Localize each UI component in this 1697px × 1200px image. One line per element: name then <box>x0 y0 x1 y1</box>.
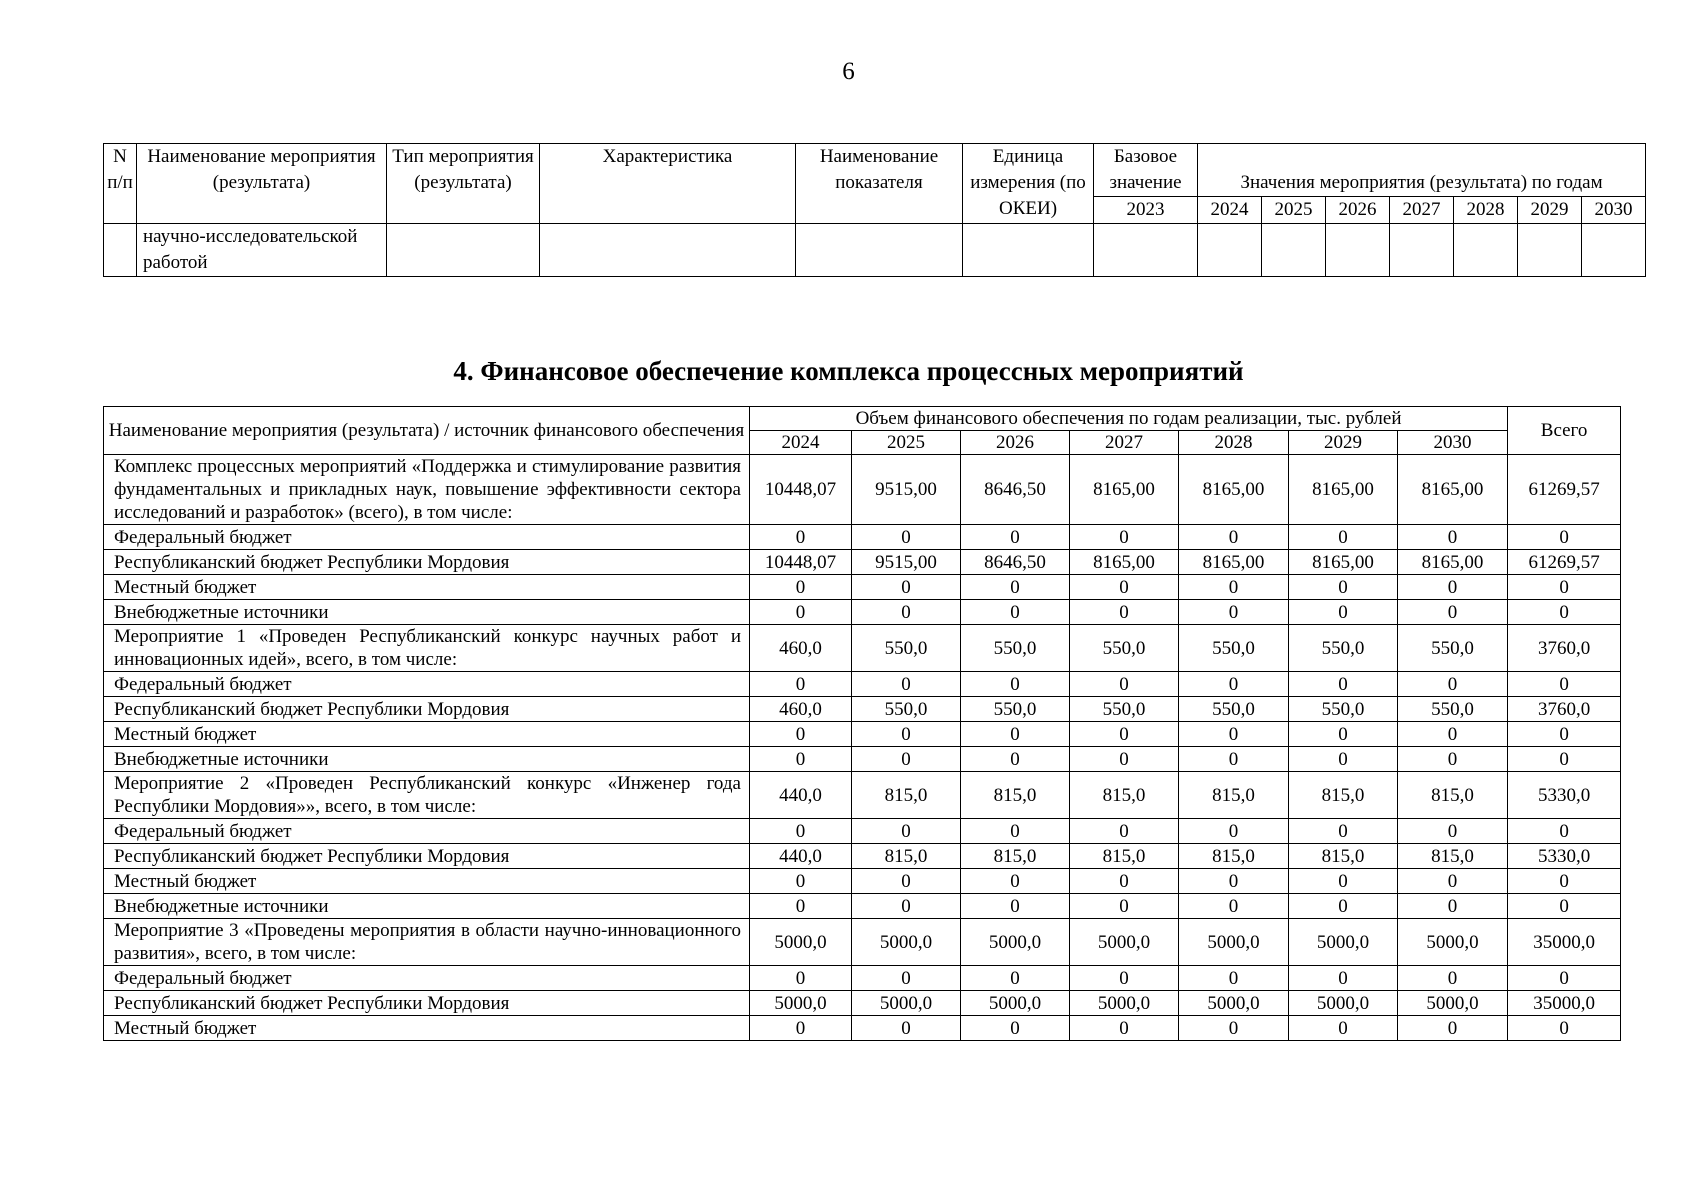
row-source-name: Республиканский бюджет Республики Мордовия <box>104 550 750 575</box>
header-year: 2024 <box>750 431 852 455</box>
row-year-value: 0 <box>1070 869 1179 894</box>
row-year-value: 0 <box>852 525 961 550</box>
row-year-value: 0 <box>1179 525 1289 550</box>
row-year-value: 0 <box>961 894 1070 919</box>
row-year-value: 550,0 <box>1289 697 1398 722</box>
table-row <box>104 722 1621 747</box>
table-row <box>104 697 1621 722</box>
row-year-value: 8165,00 <box>1398 550 1508 575</box>
header-year: 2030 <box>1582 197 1646 224</box>
row-year-value: 8165,00 <box>1179 455 1289 525</box>
row-total-value: 61269,57 <box>1508 550 1621 575</box>
row-year-value: 0 <box>1070 747 1179 772</box>
row-year-value: 0 <box>1179 1016 1289 1041</box>
row-year-value: 0 <box>1289 869 1398 894</box>
row-year-value: 0 <box>1398 894 1508 919</box>
table-row <box>104 1016 1621 1041</box>
row-total-value: 0 <box>1508 600 1621 625</box>
indicators-table-continuation <box>103 143 1646 277</box>
row-source-name: Местный бюджет <box>104 869 750 894</box>
row-source-name: Федеральный бюджет <box>104 525 750 550</box>
row-year-value: 8646,50 <box>961 455 1070 525</box>
row-total-value: 5330,0 <box>1508 772 1621 819</box>
header-base-value: Базовое значение <box>1094 144 1198 197</box>
table-row <box>104 672 1621 697</box>
header-year: 2026 <box>961 431 1070 455</box>
row-year-value: 550,0 <box>1070 625 1179 672</box>
row-source-name: Внебюджетные источники <box>104 894 750 919</box>
row-source-name: Внебюджетные источники <box>104 747 750 772</box>
row-year-value: 550,0 <box>1398 625 1508 672</box>
row-year-value: 0 <box>1179 894 1289 919</box>
row-year-value: 10448,07 <box>750 550 852 575</box>
row-year-value: 0 <box>852 672 961 697</box>
row-source-name: Мероприятие 1 «Проведен Республиканский конкурс научных работ и инновационных идей», всего, в том числе: <box>104 625 750 672</box>
table-row <box>104 455 1621 525</box>
section-title: 4. Финансовое обеспечение комплекса процессных мероприятий <box>453 356 1244 386</box>
row-total-value: 0 <box>1508 672 1621 697</box>
row-year-value: 9515,00 <box>852 455 961 525</box>
row-year-value: 0 <box>1289 600 1398 625</box>
row-year-value: 0 <box>1398 672 1508 697</box>
header-event-type: Тип мероприятия (результата) <box>387 144 540 224</box>
header-year: 2025 <box>852 431 961 455</box>
row-year-value: 550,0 <box>1179 697 1289 722</box>
row-total-value: 0 <box>1508 894 1621 919</box>
row-year-value: 0 <box>1398 722 1508 747</box>
row-year-value: 550,0 <box>961 625 1070 672</box>
page-number: 6 <box>842 58 855 85</box>
row-year-value: 0 <box>852 600 961 625</box>
header-year: 2024 <box>1198 197 1262 224</box>
header-year: 2029 <box>1518 197 1582 224</box>
row-year-value: 0 <box>1398 747 1508 772</box>
row-year-value: 550,0 <box>1398 697 1508 722</box>
row-year-value: 460,0 <box>750 625 852 672</box>
row-year-value: 0 <box>1070 966 1179 991</box>
header-base-year: 2023 <box>1094 197 1198 224</box>
row-total-value: 0 <box>1508 966 1621 991</box>
row-year-value: 5000,0 <box>852 991 961 1016</box>
row-year-value: 5000,0 <box>961 991 1070 1016</box>
row-year-value: 440,0 <box>750 844 852 869</box>
header-indicator-name: Наименование показателя <box>796 144 963 224</box>
header-characteristic: Характеристика <box>540 144 796 224</box>
row-year-value: 550,0 <box>1070 697 1179 722</box>
row-year-value: 5000,0 <box>1070 919 1179 966</box>
row-year-value: 0 <box>1289 894 1398 919</box>
row-year-value: 460,0 <box>750 697 852 722</box>
row-year-value: 815,0 <box>1398 844 1508 869</box>
row-total-value: 35000,0 <box>1508 919 1621 966</box>
table-row <box>104 550 1621 575</box>
row-year-value: 550,0 <box>852 697 961 722</box>
row-year-value: 0 <box>750 600 852 625</box>
row-year-value: 0 <box>852 722 961 747</box>
row-source-name: Местный бюджет <box>104 722 750 747</box>
row-year-value: 815,0 <box>961 844 1070 869</box>
row-year-value: 0 <box>961 600 1070 625</box>
row-year-value: 0 <box>1179 819 1289 844</box>
row-year-value: 0 <box>1070 894 1179 919</box>
row-year-value: 0 <box>961 819 1070 844</box>
row-year-value: 0 <box>750 575 852 600</box>
financing-table <box>103 406 1621 1041</box>
row-year-value: 0 <box>750 869 852 894</box>
row-total-value: 0 <box>1508 525 1621 550</box>
row-year-value: 0 <box>1289 966 1398 991</box>
row-year-value: 5000,0 <box>750 919 852 966</box>
row-year-value: 0 <box>961 747 1070 772</box>
row-total-value: 3760,0 <box>1508 625 1621 672</box>
row-year-value: 0 <box>961 672 1070 697</box>
table-row <box>104 772 1621 819</box>
row-year-value: 0 <box>852 1016 961 1041</box>
table-row <box>104 966 1621 991</box>
table-row <box>104 991 1621 1016</box>
header-year: 2028 <box>1179 431 1289 455</box>
row-year-value: 5000,0 <box>1398 991 1508 1016</box>
header-year: 2028 <box>1454 197 1518 224</box>
row-year-value: 5000,0 <box>1179 919 1289 966</box>
row-total-value: 61269,57 <box>1508 455 1621 525</box>
table-row <box>104 625 1621 672</box>
row-year-value: 815,0 <box>852 772 961 819</box>
row-year-value: 815,0 <box>1289 844 1398 869</box>
row-year-value: 0 <box>1398 819 1508 844</box>
row-total-value: 0 <box>1508 1016 1621 1041</box>
row-year-value: 5000,0 <box>961 919 1070 966</box>
table-row <box>104 575 1621 600</box>
row-year-value: 0 <box>852 819 961 844</box>
row-year-value: 0 <box>750 672 852 697</box>
row-year-value: 0 <box>1398 525 1508 550</box>
row-year-value: 815,0 <box>852 844 961 869</box>
row-year-value: 0 <box>750 525 852 550</box>
row-year-value: 0 <box>1070 575 1179 600</box>
header-year: 2027 <box>1070 431 1179 455</box>
header-unit: Единица измерения (по ОКЕИ) <box>963 144 1094 224</box>
row-year-value: 0 <box>750 819 852 844</box>
row-year-value: 0 <box>1179 575 1289 600</box>
row-year-value: 815,0 <box>1179 844 1289 869</box>
row-year-value: 0 <box>961 966 1070 991</box>
row-year-value: 5000,0 <box>852 919 961 966</box>
row-year-value: 0 <box>1179 966 1289 991</box>
row-year-value: 0 <box>1179 747 1289 772</box>
row-year-value: 0 <box>1289 672 1398 697</box>
row-total-value: 0 <box>1508 747 1621 772</box>
row-year-value: 8165,00 <box>1070 455 1179 525</box>
row-year-value: 0 <box>1179 600 1289 625</box>
header-year: 2026 <box>1326 197 1390 224</box>
row-total-value: 3760,0 <box>1508 697 1621 722</box>
row-year-value: 0 <box>961 869 1070 894</box>
row-year-value: 0 <box>1070 600 1179 625</box>
row-event-name: научно-исследовательской работой <box>137 224 387 277</box>
row-year-value: 5000,0 <box>750 991 852 1016</box>
header-year: 2025 <box>1262 197 1326 224</box>
row-year-value: 0 <box>750 966 852 991</box>
row-year-value: 0 <box>750 894 852 919</box>
row-year-value: 0 <box>852 869 961 894</box>
row-year-value: 0 <box>1070 819 1179 844</box>
header-source-name: Наименование мероприятия (результата) / источник финансового обеспечения <box>104 407 750 455</box>
row-source-name: Республиканский бюджет Республики Мордовия <box>104 844 750 869</box>
row-year-value: 0 <box>1070 1016 1179 1041</box>
row-year-value: 0 <box>1398 966 1508 991</box>
row-source-name: Местный бюджет <box>104 575 750 600</box>
row-year-value: 0 <box>961 722 1070 747</box>
row-total-value: 5330,0 <box>1508 844 1621 869</box>
row-year-value: 0 <box>1398 869 1508 894</box>
row-source-name: Мероприятие 2 «Проведен Республиканский конкурс «Инженер года Республики Мордовия»», всего, в том числе: <box>104 772 750 819</box>
row-year-value: 550,0 <box>961 697 1070 722</box>
header-values-by-year: Значения мероприятия (результата) по годам <box>1198 144 1646 197</box>
row-year-value: 815,0 <box>961 772 1070 819</box>
row-year-value: 0 <box>1289 819 1398 844</box>
row-year-value: 0 <box>1179 722 1289 747</box>
row-year-value: 550,0 <box>1179 625 1289 672</box>
row-year-value: 0 <box>852 575 961 600</box>
row-total-value: 0 <box>1508 869 1621 894</box>
row-source-name: Республиканский бюджет Республики Мордовия <box>104 697 750 722</box>
header-event-name: Наименование мероприятия (результата) <box>137 144 387 224</box>
row-total-value: 0 <box>1508 575 1621 600</box>
table-row <box>104 894 1621 919</box>
row-year-value: 815,0 <box>1070 772 1179 819</box>
row-year-value: 0 <box>1070 672 1179 697</box>
table-row <box>104 919 1621 966</box>
row-year-value: 8165,00 <box>1070 550 1179 575</box>
row-year-value: 8646,50 <box>961 550 1070 575</box>
row-year-value: 0 <box>1289 747 1398 772</box>
row-source-name: Местный бюджет <box>104 1016 750 1041</box>
table-row <box>104 224 1646 277</box>
row-year-value: 550,0 <box>852 625 961 672</box>
row-year-value: 0 <box>961 1016 1070 1041</box>
row-year-value: 9515,00 <box>852 550 961 575</box>
row-year-value: 0 <box>1070 525 1179 550</box>
row-year-value: 8165,00 <box>1289 455 1398 525</box>
table-row <box>104 819 1621 844</box>
row-year-value: 815,0 <box>1398 772 1508 819</box>
row-year-value: 0 <box>1179 869 1289 894</box>
table-row <box>104 844 1621 869</box>
row-year-value: 0 <box>1289 1016 1398 1041</box>
row-source-name: Внебюджетные источники <box>104 600 750 625</box>
row-source-name: Комплекс процессных мероприятий «Поддержка и стимулирование развития фундаментальных и прикладных наук, повышение эффективности сектора исследований и разработок» (всего), в том числе: <box>104 455 750 525</box>
row-year-value: 5000,0 <box>1398 919 1508 966</box>
row-year-value: 0 <box>1398 575 1508 600</box>
row-source-name: Федеральный бюджет <box>104 966 750 991</box>
row-total-value: 35000,0 <box>1508 991 1621 1016</box>
row-year-value: 8165,00 <box>1179 550 1289 575</box>
row-year-value: 0 <box>1398 1016 1508 1041</box>
row-year-value: 0 <box>750 722 852 747</box>
header-year: 2029 <box>1289 431 1398 455</box>
row-year-value: 815,0 <box>1179 772 1289 819</box>
table-row <box>104 869 1621 894</box>
row-year-value: 0 <box>852 966 961 991</box>
row-year-value: 0 <box>852 894 961 919</box>
row-year-value: 8165,00 <box>1398 455 1508 525</box>
row-year-value: 0 <box>1289 575 1398 600</box>
row-source-name: Республиканский бюджет Республики Мордовия <box>104 991 750 1016</box>
row-year-value: 440,0 <box>750 772 852 819</box>
header-year: 2030 <box>1398 431 1508 455</box>
row-total-value: 0 <box>1508 819 1621 844</box>
table-row <box>104 600 1621 625</box>
header-number: N п/п <box>104 144 137 224</box>
row-total-value: 0 <box>1508 722 1621 747</box>
row-year-value: 0 <box>961 575 1070 600</box>
row-year-value: 5000,0 <box>1179 991 1289 1016</box>
row-year-value: 5000,0 <box>1289 919 1398 966</box>
row-year-value: 0 <box>750 747 852 772</box>
row-year-value: 0 <box>961 525 1070 550</box>
row-number <box>104 224 137 277</box>
table-row <box>104 747 1621 772</box>
row-year-value: 0 <box>1398 600 1508 625</box>
row-year-value: 815,0 <box>1070 844 1179 869</box>
row-year-value: 0 <box>1289 722 1398 747</box>
row-year-value: 0 <box>1179 672 1289 697</box>
row-year-value: 0 <box>1070 722 1179 747</box>
row-year-value: 0 <box>750 1016 852 1041</box>
row-year-value: 8165,00 <box>1289 550 1398 575</box>
table-row <box>104 525 1621 550</box>
row-source-name: Мероприятие 3 «Проведены мероприятия в области научно-инновационного развития», всего, в том числе: <box>104 919 750 966</box>
header-total: Всего <box>1508 407 1621 455</box>
row-year-value: 815,0 <box>1289 772 1398 819</box>
row-year-value: 10448,07 <box>750 455 852 525</box>
row-year-value: 0 <box>852 747 961 772</box>
row-year-value: 5000,0 <box>1070 991 1179 1016</box>
row-year-value: 5000,0 <box>1289 991 1398 1016</box>
row-year-value: 0 <box>1289 525 1398 550</box>
header-year: 2027 <box>1390 197 1454 224</box>
header-financing-volume: Объем финансового обеспечения по годам реализации, тыс. рублей <box>750 407 1508 431</box>
row-year-value: 550,0 <box>1289 625 1398 672</box>
row-source-name: Федеральный бюджет <box>104 819 750 844</box>
row-source-name: Федеральный бюджет <box>104 672 750 697</box>
